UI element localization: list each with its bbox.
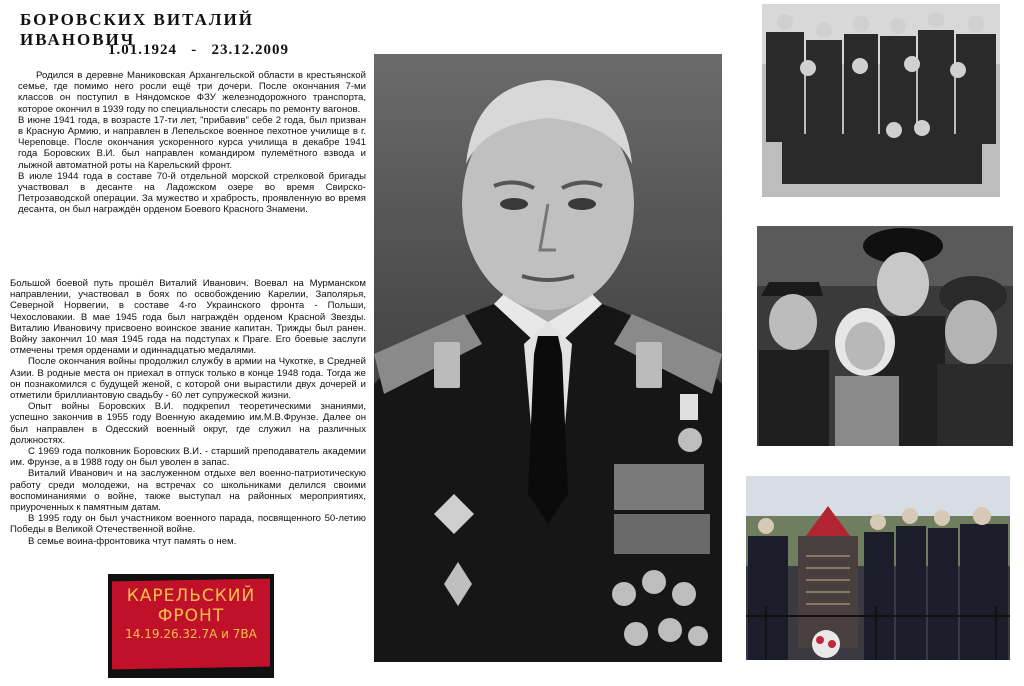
banner-line-3: 14.19.26.32.7А и 7ВА	[125, 627, 257, 641]
banner-text	[116, 586, 266, 642]
bio-paragraph: С 1969 года полковник Боровских В.И. - старший преподаватель академии им. Фрунзе, а в 1988 году он был уволен в запас.	[10, 446, 366, 469]
life-dates: 1.01.1924 - 23.12.2009	[108, 42, 289, 58]
family-illustration	[757, 226, 1013, 446]
memorial-photo	[746, 476, 1010, 660]
bio-paragraph: Большой боевой путь прошёл Виталий Иванович. Воевал на Мурманском направлении, участвовал в боях по освобождению Карелии, Заполярья, Северной Норвегии, в составе 4-го Украинского фронта - Польши, Чехословакии. В мае 1945 года был награждён орденом Красной Звезды. Виталию Ивановичу присвоено воинское звание капитан. Трижды был ранен. Войну закончил 10 мая 1945 года на подступах к Праге. Его боевые заслуги отмечены тремя орденами и одиннадцатью медалями.	[10, 278, 366, 357]
group-illustration	[762, 4, 1000, 197]
biography-top	[18, 70, 366, 216]
bio-paragraph: Виталий Иванович и на заслуженном отдыхе вел военно-патриотическую работу среди молодежи, на встречах со школьниками делился своими воспоминаниями о войне, также выступал на районных мероприятиях, приуроченных к памятным датам.	[10, 468, 366, 514]
karelian-front-banner	[108, 574, 274, 678]
family-photo	[757, 226, 1013, 446]
group-photo	[762, 4, 1000, 197]
bio-paragraph: В июле 1944 года в составе 70-й отдельной морской стрелковой бригады участвовал в десанте на Ладожском озере во время Свирско-Петрозаводской операции. За мужество и храбрость, проявленную во время десанта, он был награждён орденом Боевого Красного Знамени.	[18, 170, 366, 216]
biography-bottom	[10, 278, 366, 547]
bio-paragraph: В июне 1941 года, в возрасте 17-ти лет, "прибавив" себе 2 года, был призван в Красную Армию, и направлен в Лепельское военное пехотное училище в г. Череповце. После окончания ускоренного курса училища в декабре 1941 года Боровских В.И. был направлен командиром пулемётного взвода и лыжной автоматной роты на Карельский фронт.	[18, 114, 366, 171]
bio-paragraph: После окончания войны продолжил службу в армии на Чукотке, в Средней Азии. В родные места он приехал в отпуск только в конце 1948 года. Тогда же он познакомился с будущей женой, с которой они вырастили двух дочерей и отметили бриллиантовую свадьбу - 60 лет супружеской жизни.	[10, 356, 366, 402]
page-title: БОРОВСКИХ ВИТАЛИЙ ИВАНОВИЧ	[20, 10, 254, 49]
banner-line-2: ФРОНТ	[157, 606, 225, 626]
memorial-illustration	[746, 476, 1010, 660]
banner-line-1: КАРЕЛЬСКИЙ	[126, 586, 256, 606]
portrait-illustration	[374, 54, 722, 662]
bio-paragraph: Опыт войны Боровских В.И. подкрепил теоретическими знаниями, успешно закончив в 1955 году Военную академию им.М.В.Фрунзе. Далее он был направлен в Одесский военный округ, где служил на различных должностях.	[10, 401, 366, 446]
bio-paragraph: В семье воина-фронтовика чтут память о нем.	[28, 535, 237, 547]
bio-paragraph: Родился в деревне Маниковская Архангельской области в крестьянской семье, где помимо него росли ещё три дочери. После окончания 7-ми классов он поступил в Няндомское ФЗУ железнодорожного транспорта, которое окончил в 1939 году по специальности слесарь по ремонту вагонов.	[18, 70, 366, 115]
bio-paragraph: В 1995 году он был участником военного парада, посвященного 50-летию Победы в Великой Отечественной войне.	[10, 513, 366, 536]
portrait-photo	[374, 54, 722, 662]
